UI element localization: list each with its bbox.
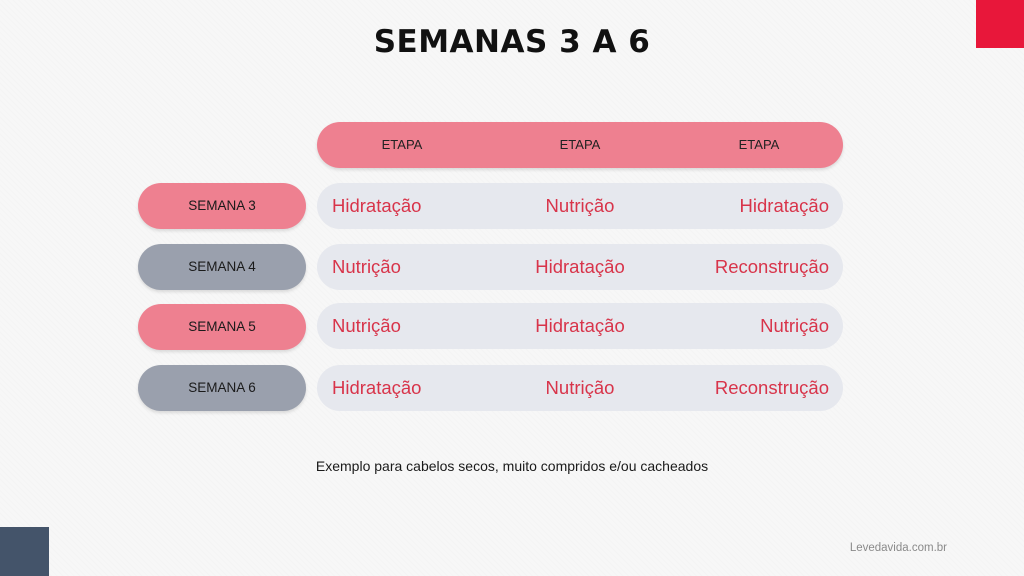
step-cell: Hidratação	[535, 256, 625, 277]
step-cell: Hidratação	[535, 315, 625, 336]
week-pill-4: SEMANA 4	[138, 244, 306, 290]
header-etapa-2: ETAPA	[559, 137, 601, 152]
step-cell: Hidratação	[739, 195, 829, 216]
corner-decoration-navy	[0, 527, 49, 576]
step-cell: Hidratação	[332, 377, 422, 398]
header-etapa-1: ETAPA	[381, 137, 423, 152]
step-cell: Nutrição	[332, 256, 401, 277]
row-semana-4	[317, 244, 843, 290]
week-pill-5: SEMANA 5	[138, 304, 306, 350]
caption: Exemplo para cabelos secos, muito compridos e/ou cacheados	[315, 458, 709, 474]
step-cell: Nutrição	[545, 195, 615, 216]
row-semana-6	[317, 365, 843, 411]
row-semana-3	[317, 183, 843, 229]
step-cell: Nutrição	[545, 377, 615, 398]
step-cell: Nutrição	[332, 315, 401, 336]
step-cell: Hidratação	[332, 195, 422, 216]
step-cell: Reconstrução	[714, 377, 829, 398]
step-cell: Reconstrução	[714, 256, 829, 277]
week-pill-6: SEMANA 6	[138, 365, 306, 411]
step-cell: Nutrição	[760, 315, 829, 336]
footer-website: Levedavida.com.br	[849, 542, 947, 554]
row-semana-5	[317, 303, 843, 349]
header-etapa-3: ETAPA	[738, 137, 780, 152]
slide-title: SEMANAS 3 A 6	[373, 24, 651, 60]
week-pill-3: SEMANA 3	[138, 183, 306, 229]
header-bar	[317, 122, 843, 168]
